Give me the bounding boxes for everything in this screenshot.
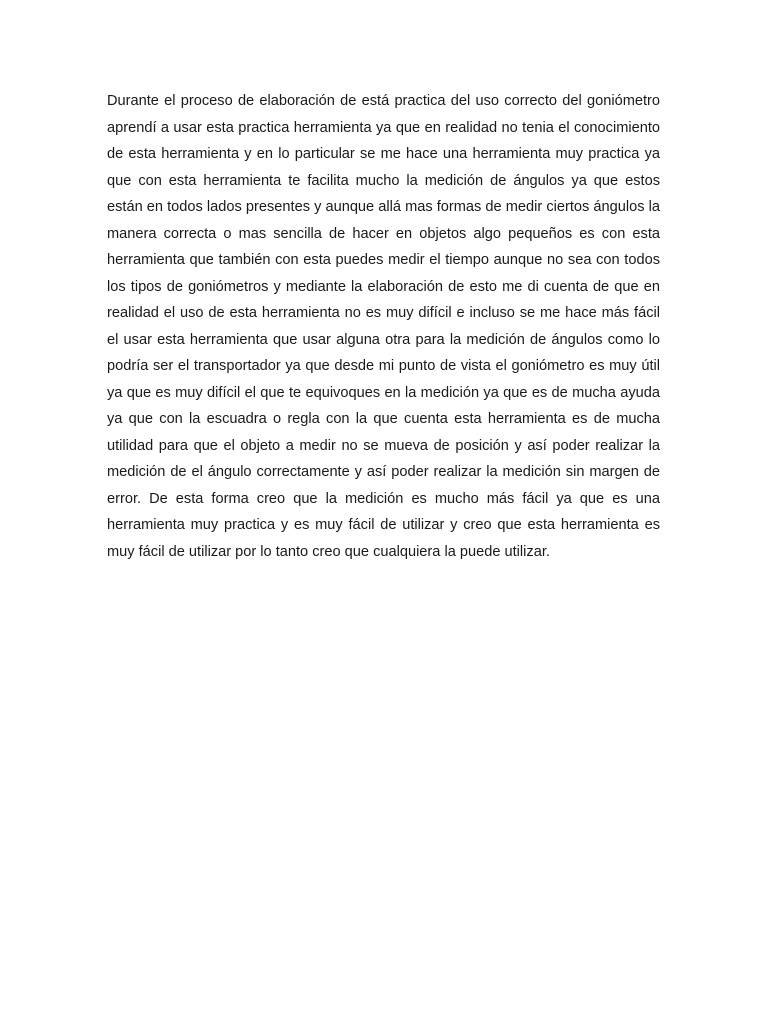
body-paragraph: Durante el proceso de elaboración de está practica del uso correcto del goniómetro aprendí a usar esta practica herramienta ya que en realidad no tenia el conocimiento de esta herramienta y en lo particular se me hace una herramienta muy practica ya que con esta herramienta te facilita mucho la medición de ángulos ya que estos están en todos lados presentes y aunque allá mas formas de medir ciertos ángulos la manera correcta o mas sencilla de hacer en objetos algo pequeños es con esta herramienta que también con esta puedes medir el tiempo aunque no sea con todos los tipos de goniómetros y mediante la elaboración de esto me di cuenta de que en realidad el uso de esta herramienta no es muy difícil e incluso se me hace más fácil el usar esta herramienta que usar alguna otra para la medición de ángulos como lo podría ser el transportador ya que desde mi punto de vista el goniómetro es muy útil ya que es muy difícil el que te equivoques en la medición ya que es de mucha ayuda ya que con la escuadra o regla con la que cuenta esta herramienta es de mucha utilidad para que el objeto a medir no se mueva de posición y así poder realizar la medición de el ángulo correctamente y así poder realizar la medición sin margen de error. De esta forma creo que la medición es mucho más fácil ya que es una herramienta muy practica y es muy fácil de utilizar y creo que esta herramienta es muy fácil de utilizar por lo tanto creo que cualquiera la puede utilizar.: [107, 93, 660, 560]
